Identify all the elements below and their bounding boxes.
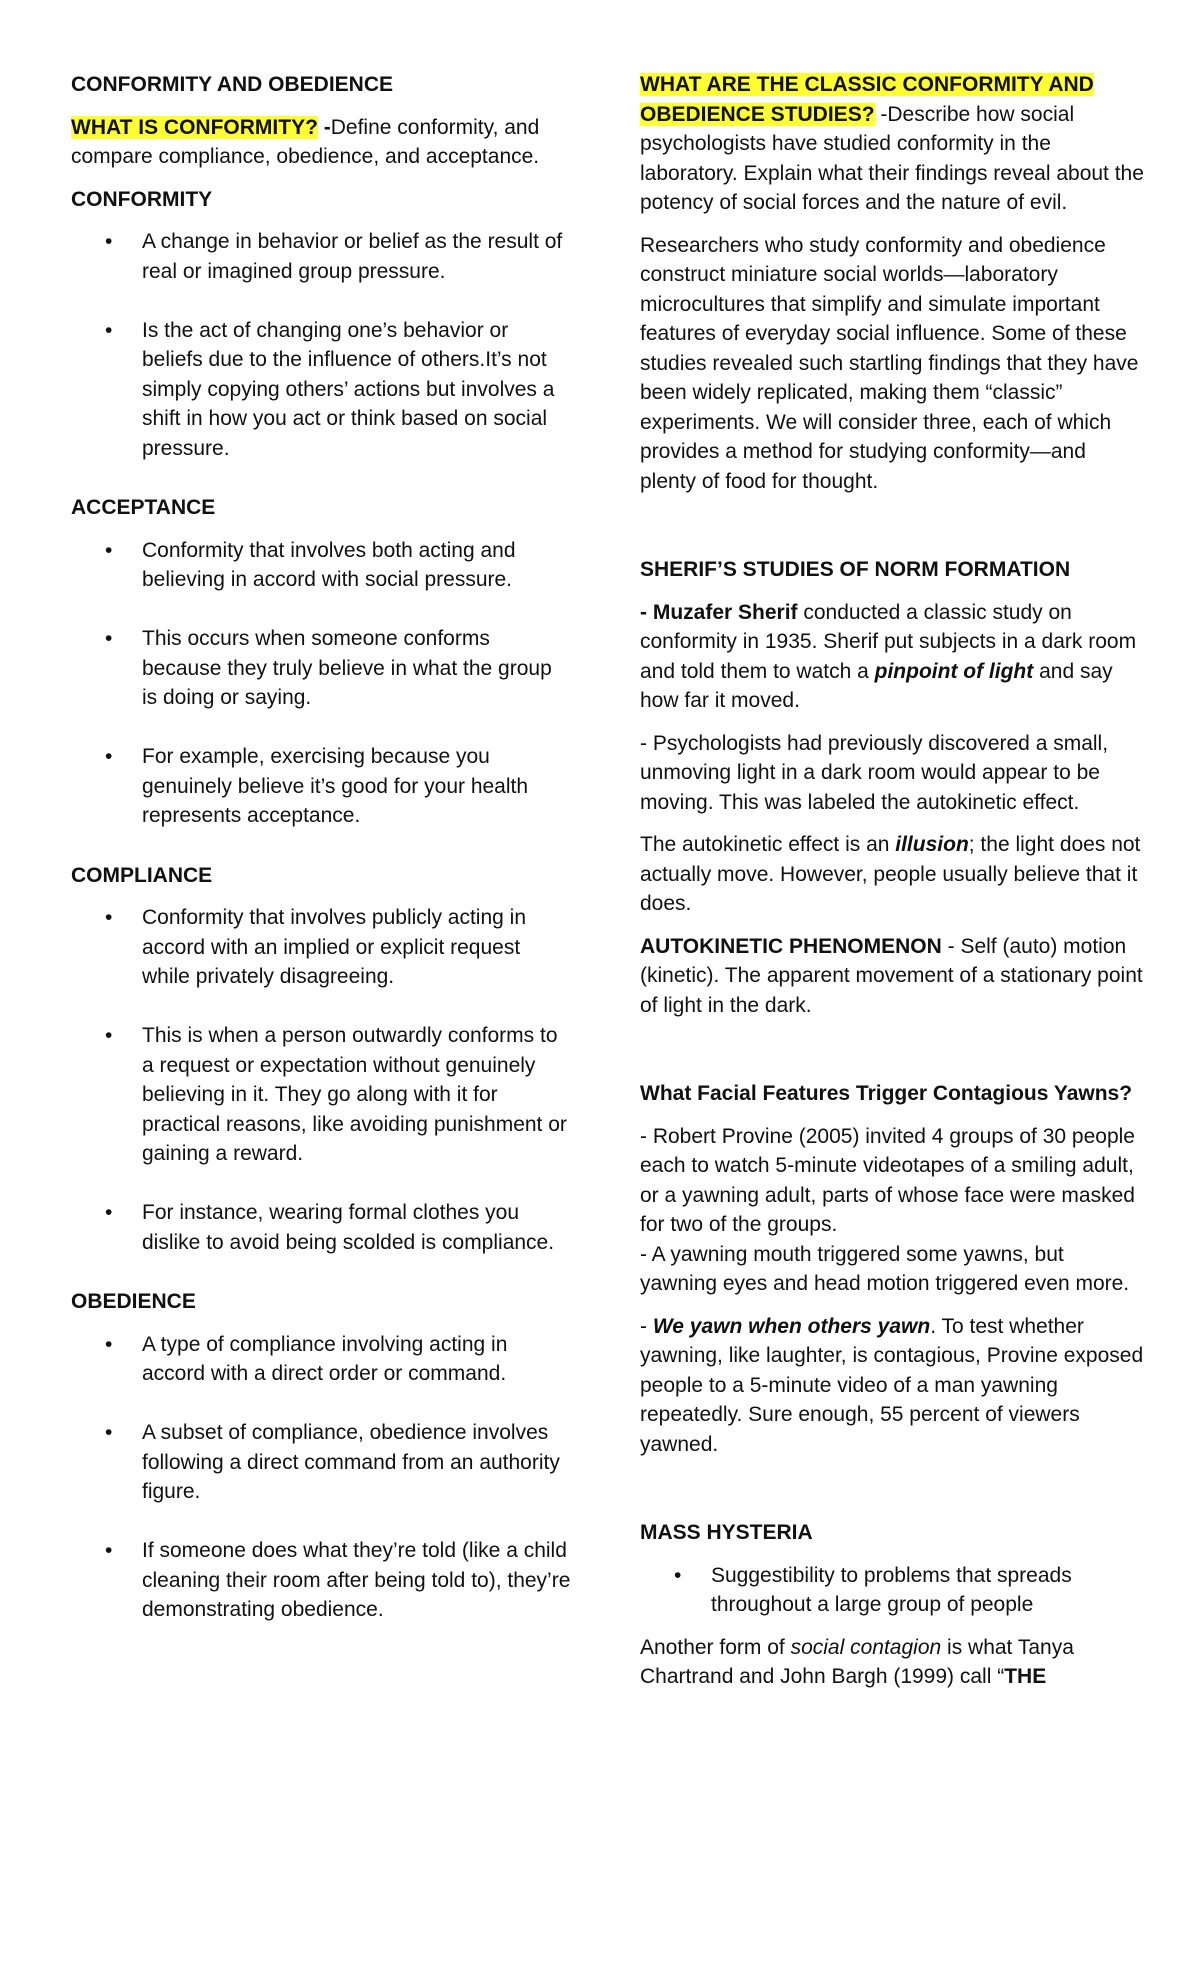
sherif-heading: SHERIF’S STUDIES OF NORM FORMATION	[640, 558, 1071, 581]
final-paragraph	[640, 1633, 1145, 1692]
conformity-question-dash: -	[317, 115, 331, 139]
classic-studies-highlight: WHAT ARE THE CLASSIC CONFORMITY AND OBEDIENCE STUDIES?	[640, 73, 1094, 126]
right-column	[640, 70, 1145, 1692]
conformity-question-highlight: WHAT IS CONFORMITY?	[71, 115, 318, 139]
final-text-b: is what Tanya Chartrand and John Bargh (1999) call “	[640, 1635, 1074, 1688]
compliance-list	[71, 903, 571, 1257]
yawn-paragraph-3	[640, 1312, 1145, 1460]
list-item: • This occurs when someone conforms because they truly believe in what the group is doing or saying.	[71, 624, 571, 713]
compliance-heading: COMPLIANCE	[71, 863, 213, 887]
conformity-heading: CONFORMITY	[71, 187, 213, 211]
yawn-heading: What Facial Features Trigger Contagious Yawns?	[640, 1082, 1133, 1105]
illusion-emphasis: illusion	[895, 833, 969, 856]
list-item: • A change in behavior or belief as the result of real or imagined group pressure.	[71, 227, 571, 286]
sherif-p1-text-a: conducted a classic study on conformity in 1935. Sherif put subjects in a dark room and told them to watch a	[640, 600, 1137, 683]
conformity-list	[71, 227, 571, 463]
sherif-paragraph-3	[640, 830, 1145, 919]
left-column	[71, 70, 571, 1625]
yawn-paragraph-1: - Robert Provine (2005) invited 4 groups of 30 people each to watch 5-minute videotapes of a smiling adult, or a yawning adult, parts of whose face were masked for two of the groups.	[640, 1124, 1135, 1236]
mass-hysteria-heading: MASS HYSTERIA	[640, 1521, 813, 1544]
list-item: • Suggestibility to problems that spreads throughout a large group of people	[640, 1561, 1145, 1620]
list-item: • Conformity that involves publicly acting in accord with an implied or explicit request while privately disagreeing.	[71, 903, 571, 992]
list-item: • Is the act of changing one’s behavior or beliefs due to the influence of others.It’s not simply copying others’ actions but involves a shift in how you act or think based on social pressure.	[71, 316, 571, 464]
classic-studies-question	[640, 70, 1145, 218]
autokinetic-term: AUTOKINETIC PHENOMENON	[640, 934, 942, 958]
mass-hysteria-list	[640, 1561, 1145, 1620]
final-bold: THE	[1004, 1665, 1047, 1688]
sherif-name: - Muzafer Sherif	[640, 600, 798, 624]
list-item: • A subset of compliance, obedience involves following a direct command from an authority figure.	[71, 1418, 571, 1507]
autokinetic-paragraph	[640, 932, 1145, 1021]
list-item: • For example, exercising because you genuinely believe it’s good for your health represents acceptance.	[71, 742, 571, 831]
obedience-heading: OBEDIENCE	[71, 1290, 196, 1313]
pinpoint-emphasis: pinpoint of light	[874, 659, 1034, 683]
conformity-question-text: Define conformity, and compare compliance, obedience, and acceptance.	[71, 115, 540, 168]
list-item: • Conformity that involves both acting and believing in accord with social pressure.	[71, 536, 571, 595]
list-item: • This is when a person outwardly conforms to a request or expectation without genuinely believing in it. They go along with it for practical reasons, like avoiding punishment or gaining a reward.	[71, 1021, 571, 1169]
sherif-p3-text-a: The autokinetic effect is an	[640, 833, 896, 856]
final-text-a: Another form of	[640, 1635, 791, 1659]
social-contagion-emphasis: social contagion	[790, 1635, 942, 1659]
acceptance-list	[71, 536, 571, 831]
sherif-p1-text-b: and say how far it moved.	[640, 659, 1113, 712]
sherif-paragraph-2: - Psychologists had previously discovered a small, unmoving light in a dark room would appear to be moving. This was labeled the autokinetic effect.	[640, 731, 1109, 814]
intro-paragraph: Researchers who study conformity and obedience construct miniature social worlds—laboratory microcultures that simplify and simulate important features of everyday social influence. Some of these studies revealed such startling findings that they have been widely replicated, making them “classic” experiments. We will consider three, each of which provides a method for studying conformity—and plenty of food for thought.	[640, 233, 1139, 493]
list-item: • A type of compliance involving acting in accord with a direct order or command.	[71, 1330, 571, 1389]
yawn-p3-text-a: -	[640, 1314, 653, 1338]
list-item: • If someone does what they’re told (like a child cleaning their room after being told to), they’re demonstrating obedience.	[71, 1536, 571, 1625]
sherif-p3-text-b: ; the light does not actually move. However, people usually believe that it does.	[640, 833, 1141, 915]
yawn-p3-text-b: . To test whether yawning, like laughter, is contagious, Provine exposed people to a 5-minute video of a man yawning repeatedly. Sure enough, 55 percent of viewers yawned.	[640, 1314, 1144, 1456]
autokinetic-definition: - Self (auto) motion (kinetic). The apparent movement of a stationary point of light in the dark.	[640, 934, 1143, 1017]
acceptance-heading: ACCEPTANCE	[71, 496, 216, 519]
yawn-emphasis: We yawn when others yawn	[652, 1314, 931, 1338]
document-title: CONFORMITY AND OBEDIENCE	[71, 73, 394, 96]
obedience-list	[71, 1330, 571, 1625]
sherif-paragraph-1	[640, 598, 1145, 716]
conformity-question	[71, 113, 571, 172]
yawn-paragraph-2: - A yawning mouth triggered some yawns, but yawning eyes and head motion triggered even more.	[640, 1242, 1130, 1295]
list-item: • For instance, wearing formal clothes you dislike to avoid being scolded is compliance.	[71, 1198, 571, 1257]
classic-studies-text: -Describe how social psychologists have studied conformity in the laboratory. Explain what their findings reveal about the potency of social forces and the nature of evil.	[640, 102, 1144, 214]
